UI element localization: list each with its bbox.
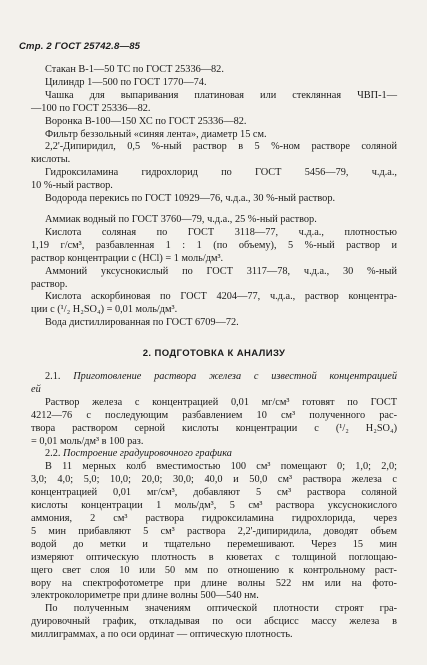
text-line: Аммоний уксуснокислый по ГОСТ 3117—78, ч.д.а., 30 %-ный <box>45 265 397 277</box>
text-line: вору на спектрофотометре при длине волны 522 нм или на фото- <box>31 577 397 589</box>
text-line: щего свет слоя 10 или 50 мм по отношению к контрольному раст- <box>31 564 397 576</box>
text-line: Чашка для выпаривания платиновая или стеклянная ЧВП-1— <box>45 89 397 101</box>
text-line: 1,19 г/см³, разбавленная 1 : 1 (по объему), 5 %-ный раствор и <box>31 239 397 251</box>
text-line: Аммиак водный по ГОСТ 3760—79, ч.д.а., 25 %-ный раствор. <box>45 213 317 225</box>
text-line: —100 по ГОСТ 25336—82. <box>31 102 151 114</box>
text-line: кислоты концентрации 1 моль/дм³, 5 см³ раствора уксуснокислого <box>31 500 397 512</box>
text-line: 3,0; 4,0; 5,0; 10,0; 20,0; 30,0; 40,0 и 50,0 см³ раствора железа с <box>31 474 397 486</box>
document-body <box>31 64 397 642</box>
text-line: 2,2'-Дипиридил, 0,5 %-ный раствор в 5 %-ном растворе соляной <box>45 141 397 153</box>
page-header: Стр. 2 ГОСТ 25742.8—85 <box>19 41 141 52</box>
reagents-list <box>31 64 397 206</box>
text-line: Воронка В-100—150 ХС по ГОСТ 25336—82. <box>45 115 247 127</box>
text-line: миллиграммах, а по оси ординат — оптическую плотность. <box>31 629 293 641</box>
text-line: кислоты. <box>31 154 71 166</box>
subsection-heading <box>31 371 397 384</box>
text-line: 10 %-ный раствор. <box>31 180 113 192</box>
text-line: раствор концентрации с (HCl) = 1 моль/дм³. <box>31 252 224 264</box>
text-line: 5 мин прибавляют 5 см³ раствора 2,2'-дипиридила, доводят объем <box>31 525 397 537</box>
text-line: раствор. <box>31 278 68 290</box>
subsection-heading <box>31 448 397 461</box>
text-line: 4212—76 с последующим разбавлением 10 см³ полученного рас- <box>31 409 397 421</box>
text-line: ции с (¹/₂ H₂SO₄) = 0,01 моль/дм³. <box>31 304 178 316</box>
text-line: Водорода перекись по ГОСТ 10929—76, ч.д.а., 30 %-ный раствор. <box>45 193 336 205</box>
text-line: Гидроксиламина гидрохлорид по ГОСТ 5456—79, ч.д.а., <box>45 167 397 179</box>
text-line: Цилиндр 1—500 по ГОСТ 1770—74. <box>45 76 207 88</box>
text-line: = 0,01 моль/дм³ в 100 раз. <box>31 435 144 447</box>
subsection-title-cont: ей <box>31 383 41 395</box>
subsection-title: Приготовление раствора железа с известной концентрацией <box>73 371 398 383</box>
subsection-number: 2.2. <box>45 448 61 460</box>
text-line: дуировочный график, откладывая по оси абсцисс массу железа в <box>31 616 397 628</box>
text-line: Вода дистиллированная по ГОСТ 6709—72. <box>45 317 239 329</box>
text-line: По полученным значениям оптической плотности строят гра- <box>45 603 397 615</box>
subsection-title: Построение градуировочного графика <box>63 448 232 460</box>
text-line: измеряют оптическую плотность в кюветах с толщиной поглощаю- <box>31 551 397 563</box>
section-2-2 <box>31 448 397 642</box>
text-line: Стакан В-1—50 ТС по ГОСТ 25336—82. <box>45 64 224 75</box>
text-line: аммония, 2 см³ раствора гидроксиламина гидрохлорида, через <box>31 513 397 524</box>
text-line: концентрацией 0,01 мг/см³, добавляют 5 см³ раствора соляной <box>31 487 397 499</box>
text-line: Раствор железа с концентрацией 0,01 мг/см³ готовят по ГОСТ <box>45 396 397 408</box>
text-line: твора раствором серной кислоты концентрации с (¹/₂ H₂SO₄) <box>31 422 397 434</box>
text-line: Кислота аскорбиновая по ГОСТ 4204—77, ч.д.а., раствор концентра- <box>45 291 397 303</box>
section-title: 2. ПОДГОТОВКА К АНАЛИЗУ <box>142 348 286 360</box>
text-line: Фильтр беззольный «синяя лента», диаметр 15 см. <box>45 128 267 140</box>
subsection-number: 2.1. <box>45 371 61 383</box>
text-line: В 11 мерных колб вместимостью 100 см³ помещают 0; 1,0; 2,0; <box>45 461 397 473</box>
text-line: Кислота соляная по ГОСТ 3118—77, ч.д.а., плотностью <box>45 226 397 238</box>
section-2-1 <box>31 371 397 448</box>
text-line: электроколориметре при длине волны 500—540 нм. <box>31 590 259 602</box>
text-line: водой до метки и тщательно перемешивают. Через 15 мин <box>31 538 397 550</box>
reagents-list-2 <box>31 214 397 330</box>
